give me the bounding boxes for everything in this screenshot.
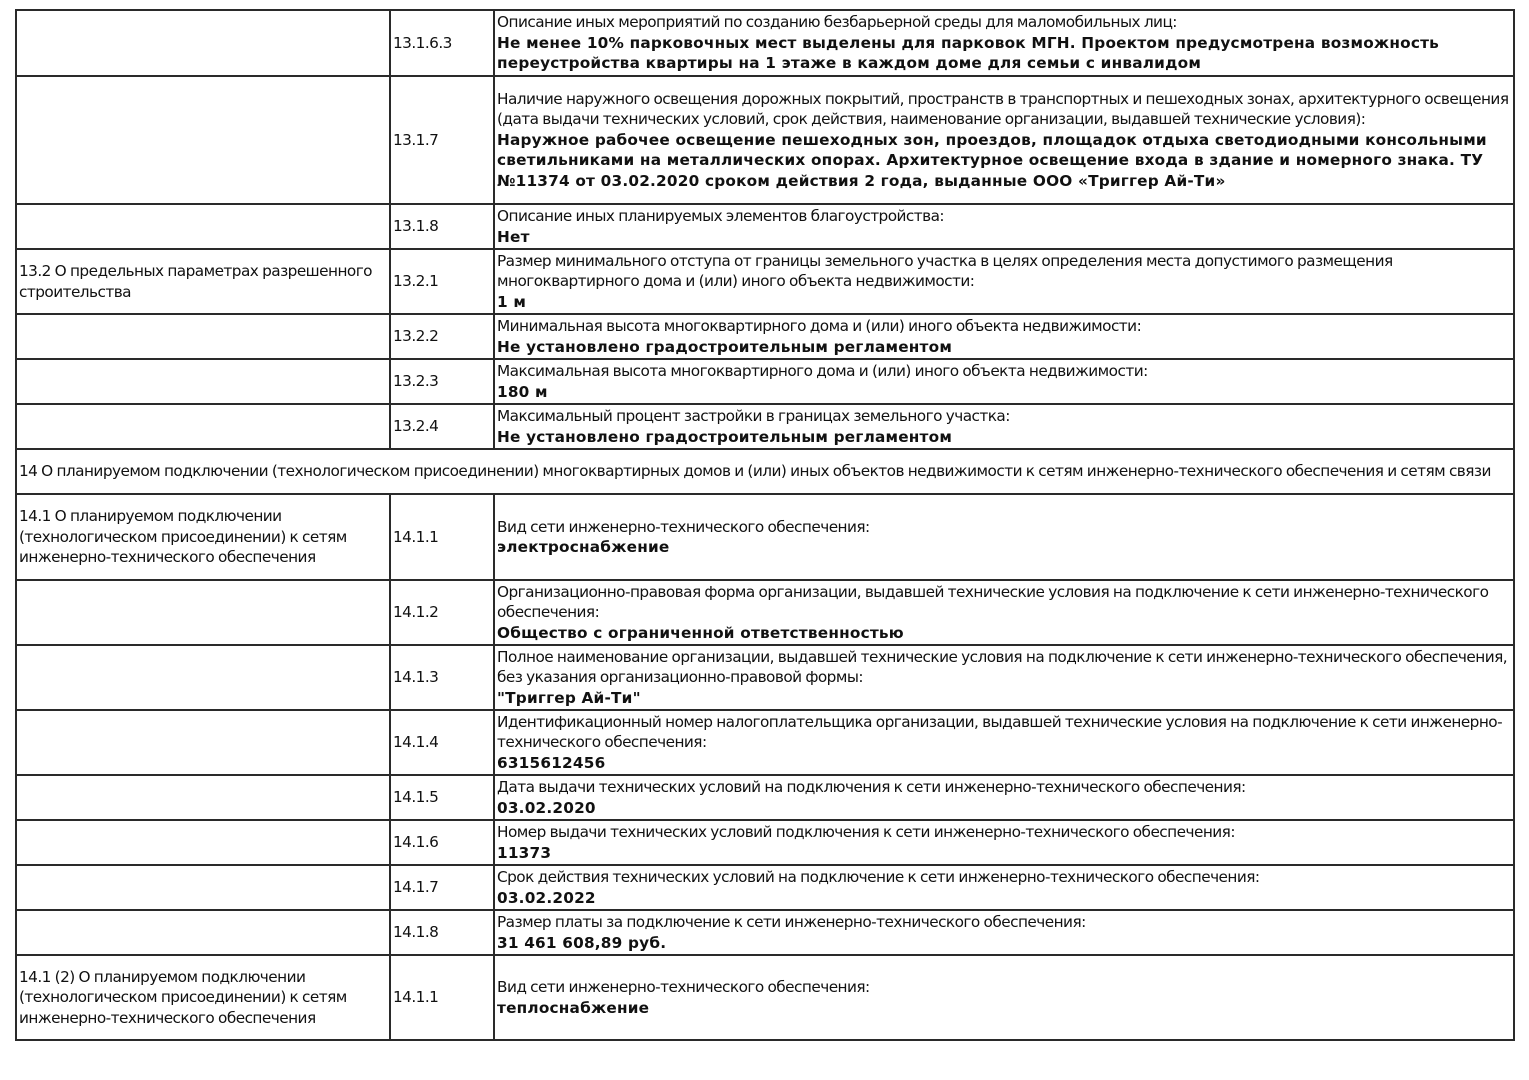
item-label: Номер выдачи технических условий подключения к сети инженерно-технического обеспечения: [497, 823, 1235, 841]
item-code: 14.1.2 [390, 580, 494, 645]
section-cell [16, 580, 390, 645]
section-cell [16, 910, 390, 955]
item-code: 13.2.4 [390, 404, 494, 449]
item-code: 14.1.6 [390, 820, 494, 865]
item-content [494, 10, 1514, 76]
table-row [16, 955, 1514, 1040]
item-code: 14.1.3 [390, 645, 494, 710]
section-cell [16, 865, 390, 910]
section-cell [16, 359, 390, 404]
item-label: Описание иных мероприятий по созданию безбарьерной среды для маломобильных лиц: [497, 13, 1177, 32]
item-code: 14.1.7 [390, 865, 494, 910]
item-code: 13.2.3 [390, 359, 494, 404]
table-row [16, 314, 1514, 359]
item-value: 11373 [497, 843, 552, 862]
item-value: 6315612456 [497, 753, 606, 772]
section-cell [16, 76, 390, 204]
section-heading-14: 14 О планируемом подключении (технологическом присоединении) многоквартирных домов и (или) иных объектов недвижимости к сетям инженерно-технического обеспечения и сетям связи [16, 449, 1514, 494]
item-value: Наружное рабочее освещение пешеходных зон, проездов, площадок отдыха светодиодными консольными светильниками на металлических опорах. Архитектурное освещение входа в здание и номерного знака. ТУ №11374 от 03.02.2020 сроком действия 2 года, выданные ООО «Триггер Ай-Ти» [497, 130, 1487, 190]
item-code: 13.1.8 [390, 204, 494, 249]
item-code: 13.1.6.3 [390, 10, 494, 76]
item-label: Размер платы за подключение к сети инженерно-технического обеспечения: [497, 913, 1086, 931]
section-heading-13-2: 13.2 О предельных параметрах разрешенного строительства [16, 249, 390, 314]
item-code: 13.1.7 [390, 76, 494, 204]
item-value: "Триггер Ай-Ти" [497, 688, 641, 707]
section-cell [16, 314, 390, 359]
item-value: 180 м [497, 382, 548, 401]
item-value: теплоснабжение [497, 998, 650, 1017]
item-content [494, 76, 1514, 204]
item-value: 1 м [497, 292, 527, 311]
item-value: Общество с ограниченной ответственностью [497, 623, 904, 642]
document-page [15, 9, 1513, 1041]
section-cell [16, 710, 390, 775]
item-label: Дата выдачи технических условий на подключения к сети инженерно-технического обеспечения: [497, 778, 1246, 796]
item-label: Идентификационный номер налогоплательщика организации, выдавшей технические условия на подключение к сети инженерно-технического обеспечения: [497, 712, 1503, 752]
item-content [494, 580, 1514, 645]
item-label: Наличие наружного освещения дорожных покрытий, пространств в транспортных и пешеходных зонах, архитектурного освещения (дата выдачи технических условий, срок действия, наименование организации, выдавшей технические условия): [497, 89, 1509, 129]
section-heading-14-1-2: 14.1 (2) О планируемом подключении (технологическом присоединении) к сетям инженерно-технического обеспечения [16, 955, 390, 1040]
table-row [16, 404, 1514, 449]
section-cell [16, 820, 390, 865]
item-label: Организационно-правовая форма организации, выдавшей технические условия на подключение к сети инженерно-технического обеспечения: [497, 582, 1489, 622]
item-value: 31 461 608,89 руб. [497, 933, 667, 952]
table-row [16, 645, 1514, 710]
table-row [16, 580, 1514, 645]
section-heading-14-1: 14.1 О планируемом подключении (технологическом присоединении) к сетям инженерно-технического обеспечения [16, 494, 390, 580]
item-content [494, 910, 1514, 955]
item-label: Срок действия технических условий на подключение к сети инженерно-технического обеспечения: [497, 868, 1260, 886]
item-content [494, 249, 1514, 314]
section-heading-row [16, 449, 1514, 494]
item-content [494, 314, 1514, 359]
item-value: Не установлено градостроительным регламентом [497, 337, 953, 356]
item-content [494, 494, 1514, 580]
item-content [494, 820, 1514, 865]
section-cell [16, 10, 390, 76]
item-value: электроснабжение [497, 538, 670, 556]
item-value: 03.02.2020 [497, 798, 596, 817]
item-code: 14.1.1 [390, 494, 494, 580]
declaration-table [15, 9, 1515, 1041]
section-cell [16, 404, 390, 449]
item-content [494, 710, 1514, 775]
table-row [16, 820, 1514, 865]
item-content [494, 645, 1514, 710]
table-row [16, 10, 1514, 76]
table-row [16, 76, 1514, 204]
item-value: Не установлено градостроительным регламентом [497, 427, 953, 446]
item-code: 14.1.5 [390, 775, 494, 820]
table-row [16, 865, 1514, 910]
table-row [16, 204, 1514, 249]
table-row [16, 710, 1514, 775]
item-content [494, 359, 1514, 404]
item-content [494, 775, 1514, 820]
item-label: Максимальный процент застройки в границах земельного участка: [497, 407, 1010, 425]
item-label: Вид сети инженерно-технического обеспечения: [497, 517, 870, 536]
item-content [494, 865, 1514, 910]
item-label: Описание иных планируемых элементов благоустройства: [497, 207, 945, 225]
table-row [16, 494, 1514, 580]
item-value: Нет [497, 227, 530, 246]
item-content [494, 404, 1514, 449]
table-row [16, 775, 1514, 820]
item-code: 14.1.1 [390, 955, 494, 1040]
item-label: Размер минимального отступа от границы земельного участка в целях определения места допустимого размещения многоквартирного дома и (или) иного объекта недвижимости: [497, 251, 1393, 291]
table-row [16, 910, 1514, 955]
section-cell [16, 204, 390, 249]
item-label: Минимальная высота многоквартирного дома и (или) иного объекта недвижимости: [497, 317, 1142, 335]
section-cell [16, 645, 390, 710]
item-code: 14.1.4 [390, 710, 494, 775]
item-label: Максимальная высота многоквартирного дома и (или) иного объекта недвижимости: [497, 362, 1148, 380]
item-content [494, 204, 1514, 249]
table-row [16, 359, 1514, 404]
item-code: 13.2.2 [390, 314, 494, 359]
item-content [494, 955, 1514, 1040]
item-code: 13.2.1 [390, 249, 494, 314]
item-value: Не менее 10% парковочных мест выделены для парковок МГН. Проектом предусмотрена возможность переустройства квартиры на 1 этаже в каждом доме для семьи с инвалидом [497, 33, 1440, 73]
section-cell [16, 775, 390, 820]
item-code: 14.1.8 [390, 910, 494, 955]
item-label: Полное наименование организации, выдавшей технические условия на подключение к сети инженерно-технического обеспечения, без указания организационно-правовой формы: [497, 647, 1508, 687]
item-value: 03.02.2022 [497, 888, 596, 907]
table-row [16, 249, 1514, 314]
item-label: Вид сети инженерно-технического обеспечения: [497, 978, 870, 996]
